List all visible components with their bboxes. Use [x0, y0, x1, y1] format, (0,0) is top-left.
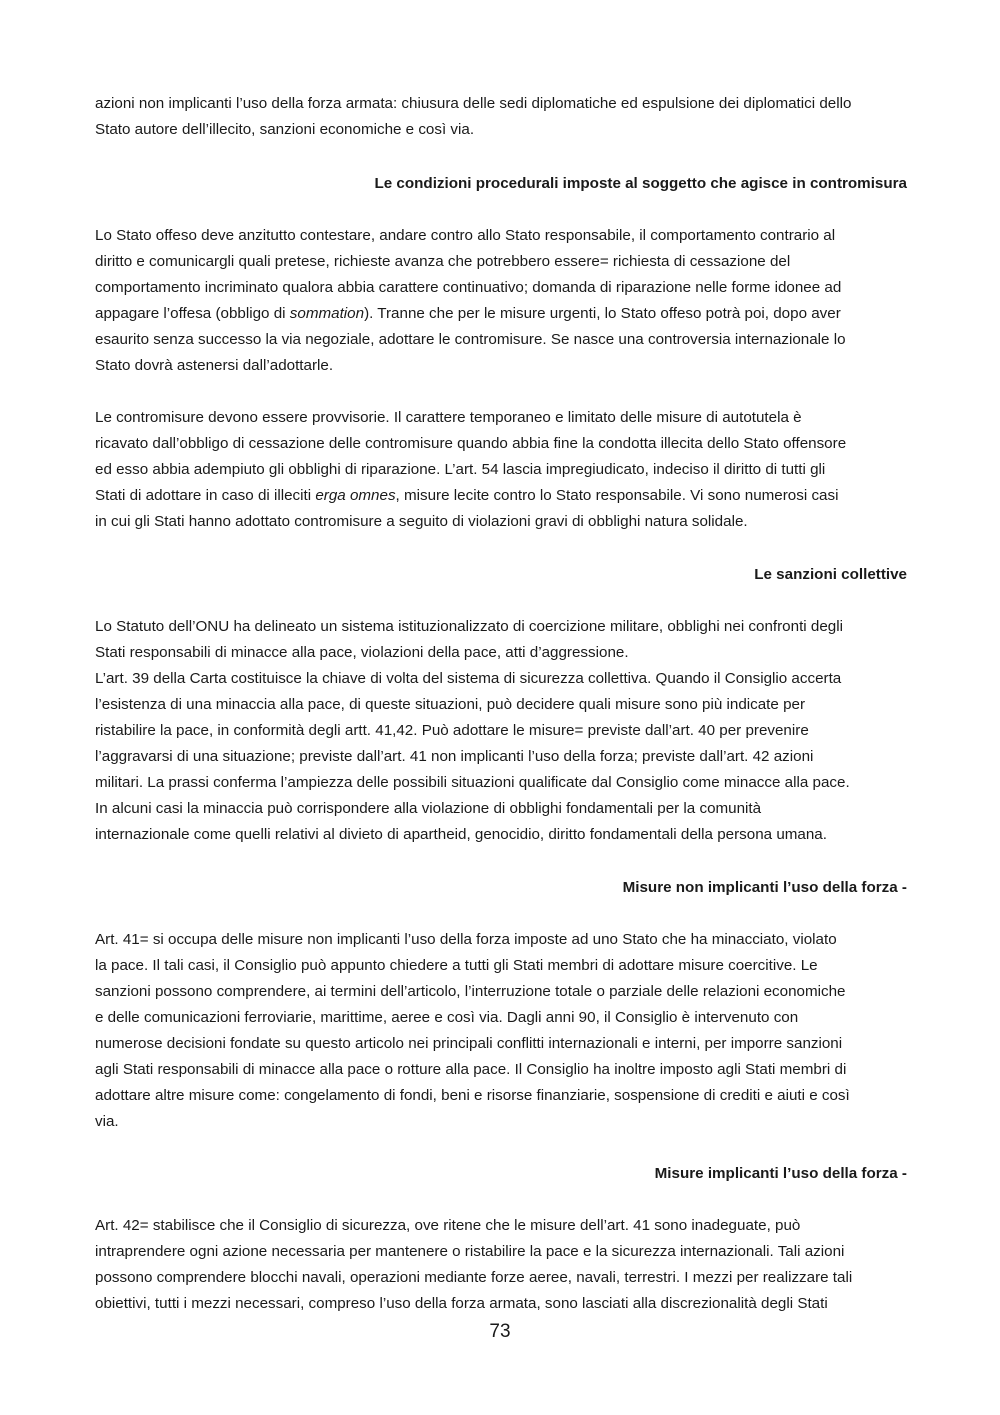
text-line: Art. 42= stabilisce che il Consiglio di sicurezza, ove ritene che le misure dell’art. 41 sono inadeguate, può [95, 1217, 801, 1234]
text-line: Stato autore dell’illecito, sanzioni economiche e così via. [95, 121, 475, 138]
text-line: comportamento incriminato qualora abbia carattere continuativo; domanda di riparazione nelle forme idonee ad [95, 279, 842, 296]
text-line: Art. 41= si occupa delle misure non implicanti l’uso della forza imposte ad uno Stato che ha minacciato, violato [95, 931, 837, 948]
text-line-with-italic [95, 301, 907, 327]
text-line: in cui gli Stati hanno adottato contromisure a seguito di violazioni gravi di obblighi natura solidale. [95, 513, 748, 530]
text-line: obiettivi, tutti i mezzi necessari, compreso l’uso della forza armata, sono lasciati alla discrezionalità degli Stati [95, 1295, 828, 1312]
paragraph-un-statute [95, 614, 907, 848]
italic-term: erga omnes [315, 487, 396, 504]
text-line: militari. La prassi conferma l’ampiezza delle possibili situazioni qualificate dal Consiglio come minacce alla pace. [95, 774, 850, 791]
paragraph-intro [95, 91, 907, 143]
text-line: internazionale come quelli relativi al divieto di apartheid, genocidio, diritto fondamentali della persona umana. [95, 826, 827, 843]
text-line: via. [95, 1113, 119, 1130]
text-line: L’art. 39 della Carta costituisce la chiave di volta del sistema di sicurezza collettiva. Quando il Consiglio accerta [95, 670, 842, 687]
text-segment: Stati di adottare in caso di illeciti [95, 487, 316, 504]
italic-term: sommation [289, 305, 365, 322]
text-line: Stati responsabili di minacce alla pace, violazioni della pace, atti d’aggressione. [95, 644, 629, 661]
paragraph-article-41 [95, 927, 907, 1135]
text-line: ricavato dall’obbligo di cessazione delle contromisure quando abbia fine la condotta illecita dello Stato offensore [95, 435, 847, 452]
text-segment: ). Tranne che per le misure urgenti, lo Stato offeso potrà poi, dopo aver [364, 305, 841, 322]
paragraph-article-42 [95, 1213, 907, 1317]
text-line: l’aggravarsi di una situazione; previste dall’art. 41 non implicanti l’uso della forza; previste dall’art. 42 azioni [95, 748, 814, 765]
text-line: intraprendere ogni azione necessaria per mantenere o ristabilire la pace e la sicurezza internazionali. Tali azioni [95, 1243, 845, 1260]
paragraph-procedural [95, 223, 907, 379]
text-line: e delle comunicazioni ferroviarie, marittime, aeree e così via. Dagli anni 90, il Consiglio è intervenuto con [95, 1009, 799, 1026]
paragraph-provisional [95, 405, 907, 535]
text-line: ristabilire la pace, in conformità degli artt. 41,42. Può adottare le misure= previste dall’art. 40 per prevenire [95, 722, 809, 739]
section-heading-collective-sanctions: Le sanzioni collettive [754, 566, 907, 583]
text-line: In alcuni casi la minaccia può corrispondere alla violazione di obblighi fondamentali per la comunità [95, 800, 762, 817]
text-line: possono comprendere blocchi navali, operazioni mediante forze aeree, navali, terrestri. I mezzi per realizzare tali [95, 1269, 853, 1286]
text-line-with-italic [95, 483, 907, 509]
section-heading-non-force-measures: Misure non implicanti l’uso della forza - [622, 879, 907, 896]
text-segment: , misure lecite contro lo Stato responsabile. Vi sono numerosi casi [395, 487, 839, 504]
text-segment: appagare l’offesa (obbligo di [95, 305, 290, 322]
text-line: l’esistenza di una minaccia alla pace, di queste situazioni, può decidere quali misure sono più indicate per [95, 696, 806, 713]
text-line: Le contromisure devono essere provvisorie. Il carattere temporaneo e limitato delle misure di autotutela è [95, 409, 802, 426]
text-line: agli Stati responsabili di minacce alla pace o rotture alla pace. Il Consiglio ha inoltre imposto agli Stati membri di [95, 1061, 847, 1078]
text-line: Stato dovrà astenersi dall’adottarle. [95, 357, 334, 374]
text-line: Lo Statuto dell’ONU ha delineato un sistema istituzionalizzato di coercizione militare, obblighi nei confronti degli [95, 618, 843, 635]
text-line: la pace. Il tali casi, il Consiglio può appunto chiedere a tutti gli Stati membri di adottare misure coercitive. Le [95, 957, 818, 974]
text-line: azioni non implicanti l’uso della forza armata: chiusura delle sedi diplomatiche ed espulsione dei diplomatici dello [95, 95, 852, 112]
text-line: esaurito senza successo la via negoziale, adottare le contromisure. Se nasce una controversia internazionale lo [95, 331, 846, 348]
text-line: ed esso abbia adempiuto gli obblighi di riparazione. L’art. 54 lascia impregiudicato, indeciso il diritto di tutti gli [95, 461, 826, 478]
page-number: 73 [489, 1321, 511, 1342]
text-line: diritto e comunicargli quali pretese, richieste avanza che potrebbero essere= richiesta di cessazione del [95, 253, 791, 270]
text-line: sanzioni possono comprendere, ai termini dell’articolo, l’interruzione totale o parziale delle relazioni economiche [95, 983, 846, 1000]
text-line: Lo Stato offeso deve anzitutto contestare, andare contro allo Stato responsabile, il comportamento contrario al [95, 227, 836, 244]
section-heading-force-measures: Misure implicanti l’uso della forza - [654, 1165, 907, 1182]
section-heading-procedural-conditions: Le condizioni procedurali imposte al soggetto che agisce in contromisura [374, 175, 907, 192]
text-line: numerose decisioni fondate su questo articolo nei principali conflitti internazionali e interni, per imporre sanzioni [95, 1035, 843, 1052]
text-line: adottare altre misure come: congelamento di fondi, beni e risorse finanziarie, sospensione di crediti e aiuti e così [95, 1087, 850, 1104]
